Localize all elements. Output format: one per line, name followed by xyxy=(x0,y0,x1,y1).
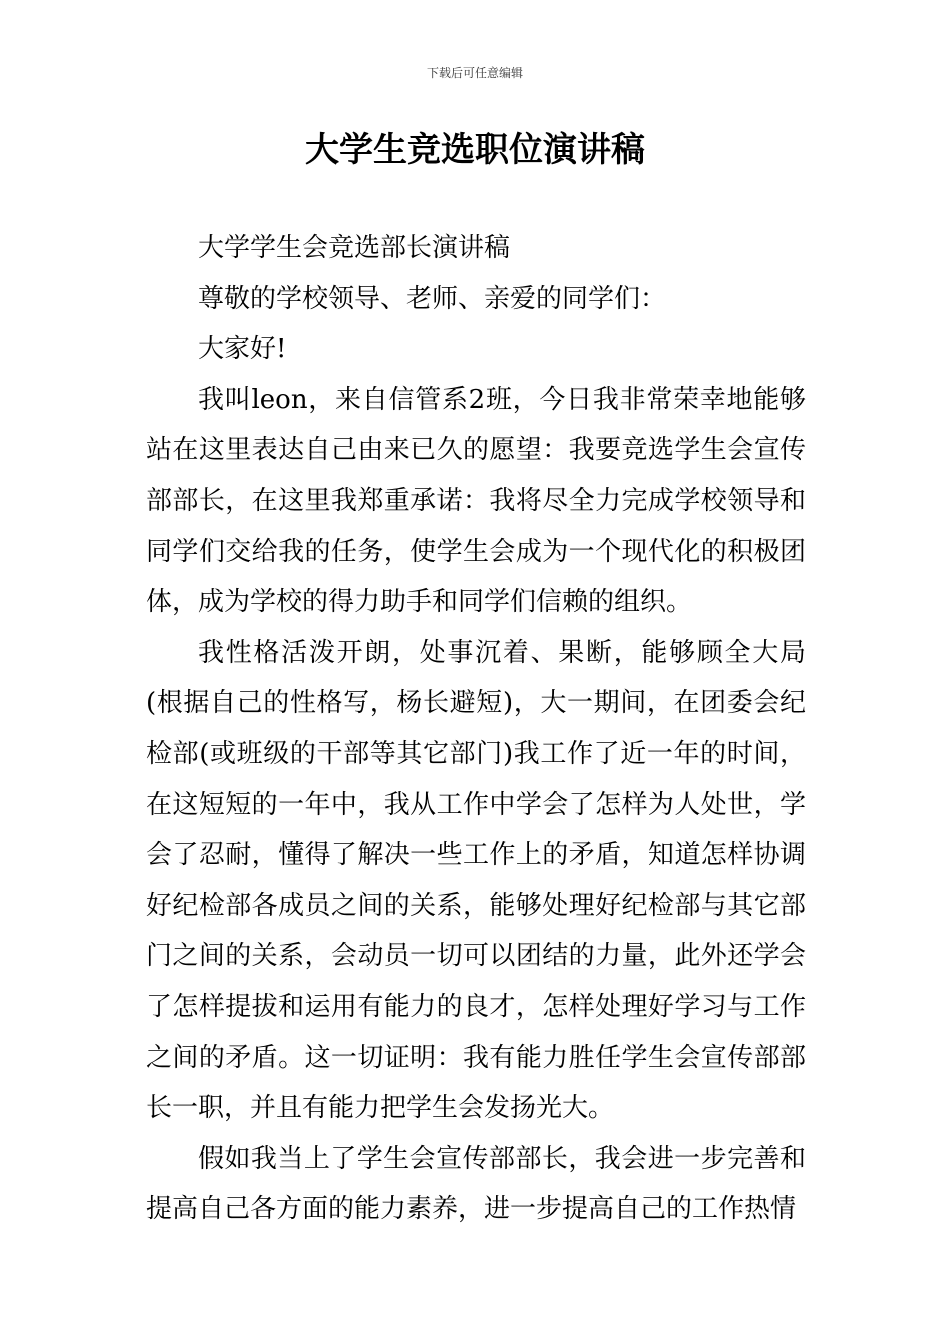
paragraph-greeting: 大家好! xyxy=(198,334,287,365)
paragraph-introduction: 我叫leon，来自信管系2班，今日我非常荣幸地能够站在这里表达自己由来已久的愿望：我要竞选学生会宣传部部长，在这里我郑重承诺：我将尽全力完成学校领导和同学们交给我的任务，使学生会成为一个现代化的积极团体，成为学校的得力助手和同学们信赖的组织。 xyxy=(146,384,806,618)
paragraph-subtitle: 大学学生会竞选部长演讲稿 xyxy=(198,233,511,263)
paragraph-experience: 我性格活泼开朗，处事沉着、果断，能够顾全大局(根据自己的性格写，杨长避短)，大一期间，在团委会纪检部(或班级的干部等其它部门)我工作了近一年的时间，在这短短的一年中，我从工作中学会了怎样为人处世，学会了忍耐，懂得了解决一些工作上的矛盾，知道怎样协调好纪检部各成员之间的关系，能够处理好纪检部与其它部门之间的关系，会动员一切可以团结的力量，此外还学会了怎样提拔和运用有能力的良才，怎样处理好学习与工作之间的矛盾。这一切证明：我有能力胜任学生会宣传部部长一职，并且有能力把学生会发扬光大。 xyxy=(146,637,806,1124)
document-body xyxy=(146,223,806,1235)
paragraph-plan: 假如我当上了学生会宣传部部长，我会进一步完善和提高自己各方面的能力素养，进一步提高自己的工作热情 xyxy=(146,1143,806,1225)
paragraph-salutation: 尊敬的学校领导、老师、亲爱的同学们： xyxy=(198,283,667,314)
header-note: 下载后可任意编辑 xyxy=(426,66,523,80)
document-title: 大学生竞选职位演讲稿 xyxy=(305,130,645,170)
